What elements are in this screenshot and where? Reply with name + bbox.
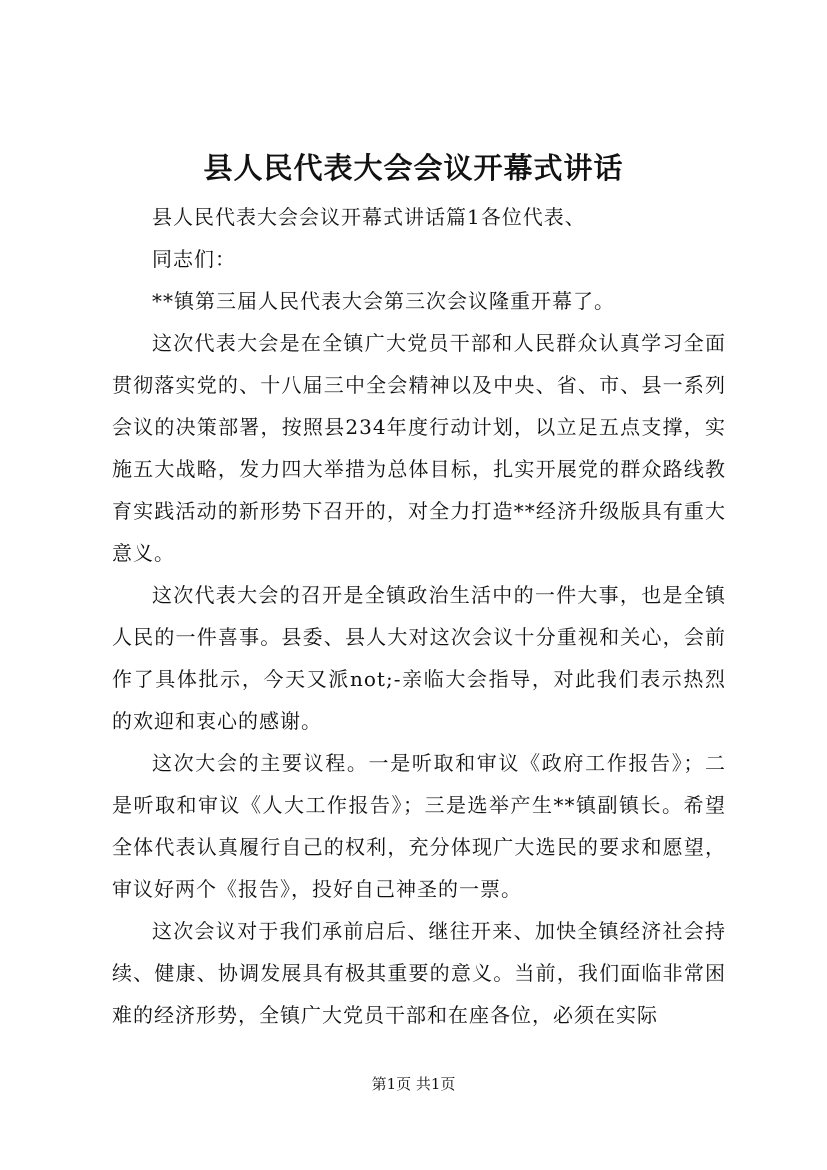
paragraph-significance: 这次代表大会的召开是全镇政治生活中的一件大事，也是全镇人民的一件喜事。县委、县人大对这次会议十分重视和关心，会前作了具体批示，今天又派not;-亲临大会指导，对此我们表示热烈的欢迎和衷心的感谢。 bbox=[112, 583, 726, 733]
paragraph-intro: 县人民代表大会会议开幕式讲话篇1各位代表、 bbox=[152, 205, 586, 229]
document-body bbox=[112, 196, 726, 1036]
page-number-footer: 第1页 共1页 bbox=[371, 1075, 456, 1093]
paragraph-salutation: 同志们： bbox=[152, 247, 236, 271]
document-title: 县人民代表大会会议开幕式讲话 bbox=[203, 151, 624, 185]
paragraph-importance: 这次会议对于我们承前启后、继往开来、加快全镇经济社会持续、健康、协调发展具有极其重要的意义。当前，我们面临非常困难的经济形势，全镇广大党员干部和在座各位，必须在实际 bbox=[112, 919, 726, 1027]
paragraph-background: 这次代表大会是在全镇广大党员干部和人民群众认真学习全面贯彻落实党的、十八届三中全会精神以及中央、省、市、县一系列会议的决策部署，按照县234年度行动计划，以立足五点支撑，实施五大战略，发力四大举措为总体目标，扎实开展党的群众路线教育实践活动的新形势下召开的，对全力打造**经济升级版具有重大意义。 bbox=[112, 331, 726, 565]
paragraph-opening: **镇第三届人民代表大会第三次会议隆重开幕了。 bbox=[152, 289, 615, 313]
paragraph-agenda: 这次大会的主要议程。一是听取和审议《政府工作报告》；二是听取和审议《人大工作报告》；三是选举产生**镇副镇长。希望全体代表认真履行自己的权利，充分体现广大选民的要求和愿望，审议好两个《报告》，投好自己神圣的一票。 bbox=[112, 751, 726, 901]
